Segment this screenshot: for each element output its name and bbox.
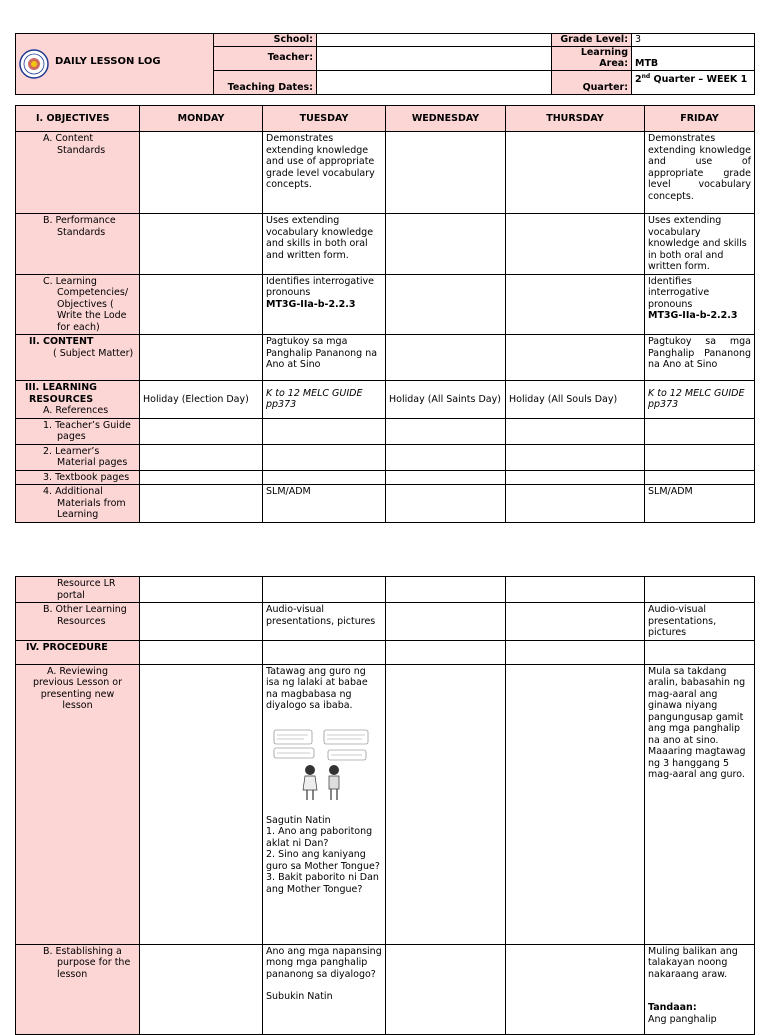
cell-mon-other[interactable] — [140, 603, 263, 641]
cell-mon-holiday[interactable]: Holiday (Election Day) — [140, 381, 263, 419]
cell-fri-other[interactable]: Audio-visual presentations, pictures — [645, 603, 755, 641]
cell-wed-subject[interactable] — [386, 335, 506, 381]
day-friday: FRIDAY — [645, 106, 755, 132]
tandaan-text: Ang panghalip — [648, 1013, 717, 1025]
cell-mon-content[interactable] — [140, 132, 263, 214]
cell-tue-guide[interactable]: K to 12 MELC GUIDE pp373 — [263, 381, 386, 419]
cell-thu-tg[interactable] — [506, 418, 645, 444]
cell-mon-performance[interactable] — [140, 214, 263, 275]
cell-thu-other[interactable] — [506, 603, 645, 641]
cell-wed-holiday[interactable]: Holiday (All Saints Day) — [386, 381, 506, 419]
dates-label: Teaching Dates: — [214, 70, 317, 94]
cell-tue-lm[interactable] — [263, 444, 386, 470]
cell-tue-other[interactable]: Audio-visual presentations, pictures — [263, 603, 386, 641]
grade-label: Grade Level: — [552, 34, 632, 47]
quarter-value[interactable] — [632, 70, 755, 94]
school-label: School: — [214, 34, 317, 47]
cell-tue-content[interactable]: Demonstrates extending knowledge and use of appropriate grade level vocabulary concepts. — [263, 132, 386, 214]
day-wednesday: WEDNESDAY — [386, 106, 506, 132]
cell-fri-performance[interactable]: Uses extending vocabulary knowledge and skills in both oral and written form. — [645, 214, 755, 275]
cell-tue-competencies[interactable] — [263, 274, 386, 335]
cell-thu-performance[interactable] — [506, 214, 645, 275]
content-heading-cell — [16, 335, 140, 381]
teachers-guide-label: 1. Teacher’s Guide pages — [43, 419, 131, 442]
cell-wed-other[interactable] — [386, 603, 506, 641]
cell-wed-tg[interactable] — [386, 418, 506, 444]
performance-standards-label: B. Performance Standards — [43, 215, 116, 238]
lr-portal-label: Resource LR portal — [57, 578, 116, 601]
competency-text-fri: Identifies interrogative pronouns — [648, 275, 710, 310]
references-label: A. References — [43, 405, 109, 416]
header-table — [15, 33, 755, 95]
header-title-cell — [16, 34, 214, 95]
cell-mon-subject[interactable] — [140, 335, 263, 381]
content-heading: II. CONTENT — [29, 336, 94, 347]
cell-wed-purpose[interactable] — [386, 944, 506, 1034]
additional-materials-label: 4. Additional Materials from Learning — [43, 486, 126, 520]
question-3: 3. Bakit paborito ni Dan ang Mother Tongue? — [266, 872, 379, 895]
purpose-review: Muling balikan ang talakayan noong nakaraang araw. — [648, 945, 738, 980]
cell-thu-content[interactable] — [506, 132, 645, 214]
cell-thu-lm[interactable] — [506, 444, 645, 470]
cell-wed-tb[interactable] — [386, 470, 506, 485]
cell-mon-review[interactable] — [140, 664, 263, 944]
cell-thu-competencies[interactable] — [506, 274, 645, 335]
cell-wed-review[interactable] — [386, 664, 506, 944]
content-standards-label: A. Content Standards — [43, 133, 106, 156]
cell-tue-review[interactable] — [263, 664, 386, 944]
competencies-label: C. Learning Competencies/ Objectives ( Write the Lode for each) — [43, 275, 129, 333]
quarter-label: Quarter: — [552, 70, 632, 94]
day-tuesday: TUESDAY — [263, 106, 386, 132]
reviewing-label: A. Reviewing previous Lesson or presenting new lesson — [32, 665, 123, 711]
cell-tue-tb[interactable] — [263, 470, 386, 485]
cell-tue-proc[interactable] — [263, 640, 386, 664]
school-field[interactable] — [317, 34, 552, 47]
cell-mon-tb[interactable] — [140, 470, 263, 485]
area-label — [552, 46, 632, 70]
cell-tue-subject[interactable]: Pagtukoy sa mga Panghalip Pananong na Ano at Sino — [263, 335, 386, 381]
cell-mon-add[interactable] — [140, 485, 263, 523]
cell-wed-performance[interactable] — [386, 214, 506, 275]
cell-fri-add[interactable]: SLM/ADM — [645, 485, 755, 523]
cell-thu-review[interactable] — [506, 664, 645, 944]
cell-fri-competencies[interactable] — [645, 274, 755, 335]
cell-fri-tg[interactable] — [645, 418, 755, 444]
quarter-sup: nd — [641, 72, 651, 80]
cell-tue-performance[interactable]: Uses extending vocabulary knowledge and skills in both oral and written form. — [263, 214, 386, 275]
cell-thu-subject[interactable] — [506, 335, 645, 381]
objectives-heading: I. OBJECTIVES — [16, 106, 140, 132]
learning-resources-cell — [16, 381, 140, 419]
question-2: 2. Sino ang kaniyang guro sa Mother Tongue? — [266, 849, 380, 872]
cell-tue-portal[interactable] — [263, 577, 386, 603]
other-resources-label: B. Other Learning Resources — [43, 604, 127, 627]
day-thursday: THURSDAY — [506, 106, 645, 132]
cell-fri-proc[interactable] — [645, 640, 755, 664]
purpose-question: Ano ang mga napansing mong mga panghalip pananong sa diyalogo? — [266, 945, 382, 980]
cell-thu-purpose[interactable] — [506, 944, 645, 1034]
cell-fri-review[interactable]: Mula sa takdang aralin, babasahin ng mag-aaral ang ginawa niyang pangungusap gamit ang mga panghalip na ano at sino. Maaaring magtawag ng 3 hanggang 5 mag-aaral ang guro. — [645, 664, 755, 944]
content-subheading: ( Subject Matter) — [53, 347, 134, 359]
area-label-2: Area: — [599, 58, 628, 69]
cell-wed-content[interactable] — [386, 132, 506, 214]
lesson-log-table — [15, 105, 755, 523]
page-title: DAILY LESSON LOG — [55, 56, 161, 68]
cell-mon-lm[interactable] — [140, 444, 263, 470]
cell-thu-tb[interactable] — [506, 470, 645, 485]
teacher-field[interactable] — [317, 46, 552, 70]
competency-text: Identifies interrogative pronouns — [266, 275, 375, 298]
area-label-1: Learning — [580, 46, 628, 58]
cell-thu-add[interactable] — [506, 485, 645, 523]
cell-fri-lm[interactable] — [645, 444, 755, 470]
deped-seal-icon — [19, 49, 49, 79]
area-value[interactable]: MTB — [632, 46, 755, 70]
cell-thu-holiday[interactable]: Holiday (All Souls Day) — [506, 381, 645, 419]
question-1: 1. Ano ang paboritong aklat ni Dan? — [266, 826, 373, 849]
review-instructions: Tatawag ang guro ng isa ng lalaki at babae na magbabasa ng diyalogo sa ibaba. — [266, 665, 368, 711]
cell-fri-subject[interactable]: Pagtukoy sa mga Panghalip Pananong na Ano at Sino — [645, 335, 755, 381]
cell-wed-lm[interactable] — [386, 444, 506, 470]
cell-mon-tg[interactable] — [140, 418, 263, 444]
cell-mon-competencies[interactable] — [140, 274, 263, 335]
sagutin-heading: Sagutin Natin — [266, 814, 331, 826]
cell-thu-portal[interactable] — [506, 577, 645, 603]
cell-fri-portal[interactable] — [645, 577, 755, 603]
learners-material-label: 2. Learner’s Material pages — [43, 445, 128, 468]
dates-field[interactable] — [317, 70, 552, 94]
cell-wed-portal[interactable] — [386, 577, 506, 603]
quarter-num: 2 — [635, 73, 642, 85]
cell-fri-purpose[interactable] — [645, 944, 755, 1034]
cell-tue-purpose[interactable] — [263, 944, 386, 1034]
quarter-rest: Quarter – WEEK 1 — [650, 73, 748, 85]
cell-mon-portal[interactable] — [140, 577, 263, 603]
textbook-label: 3. Textbook pages — [43, 471, 130, 483]
cell-tue-tg[interactable] — [263, 418, 386, 444]
purpose-label: B. Establishing a purpose for the lesson — [43, 945, 131, 980]
cell-thu-proc[interactable] — [506, 640, 645, 664]
competency-code-fri: MT3G-IIa-b-2.2.3 — [648, 310, 738, 321]
lesson-log-table-continued — [15, 576, 755, 1035]
competency-code: MT3G-IIa-b-2.2.3 — [266, 298, 356, 310]
dialogue-illustration-icon — [272, 728, 372, 803]
teacher-label: Teacher: — [214, 46, 317, 70]
cell-mon-purpose[interactable] — [140, 944, 263, 1034]
cell-wed-add[interactable] — [386, 485, 506, 523]
cell-fri-guide[interactable]: K to 12 MELC GUIDE pp373 — [645, 381, 755, 419]
cell-fri-content[interactable]: Demonstrates extending knowledge and use of appropriate grade level vocabulary concepts. — [645, 132, 755, 214]
subukin-heading: Subukin Natin — [266, 991, 333, 1002]
cell-mon-proc[interactable] — [140, 640, 263, 664]
cell-wed-competencies[interactable] — [386, 274, 506, 335]
day-monday: MONDAY — [140, 106, 263, 132]
cell-fri-tb[interactable] — [645, 470, 755, 485]
learning-resources-heading: III. LEARNING RESOURCES — [25, 382, 97, 405]
tandaan-heading: Tandaan: — [648, 1002, 697, 1013]
cell-wed-proc[interactable] — [386, 640, 506, 664]
cell-tue-add[interactable]: SLM/ADM — [263, 485, 386, 523]
grade-value[interactable]: 3 — [632, 34, 755, 47]
procedure-heading: IV. PROCEDURE — [16, 640, 140, 664]
